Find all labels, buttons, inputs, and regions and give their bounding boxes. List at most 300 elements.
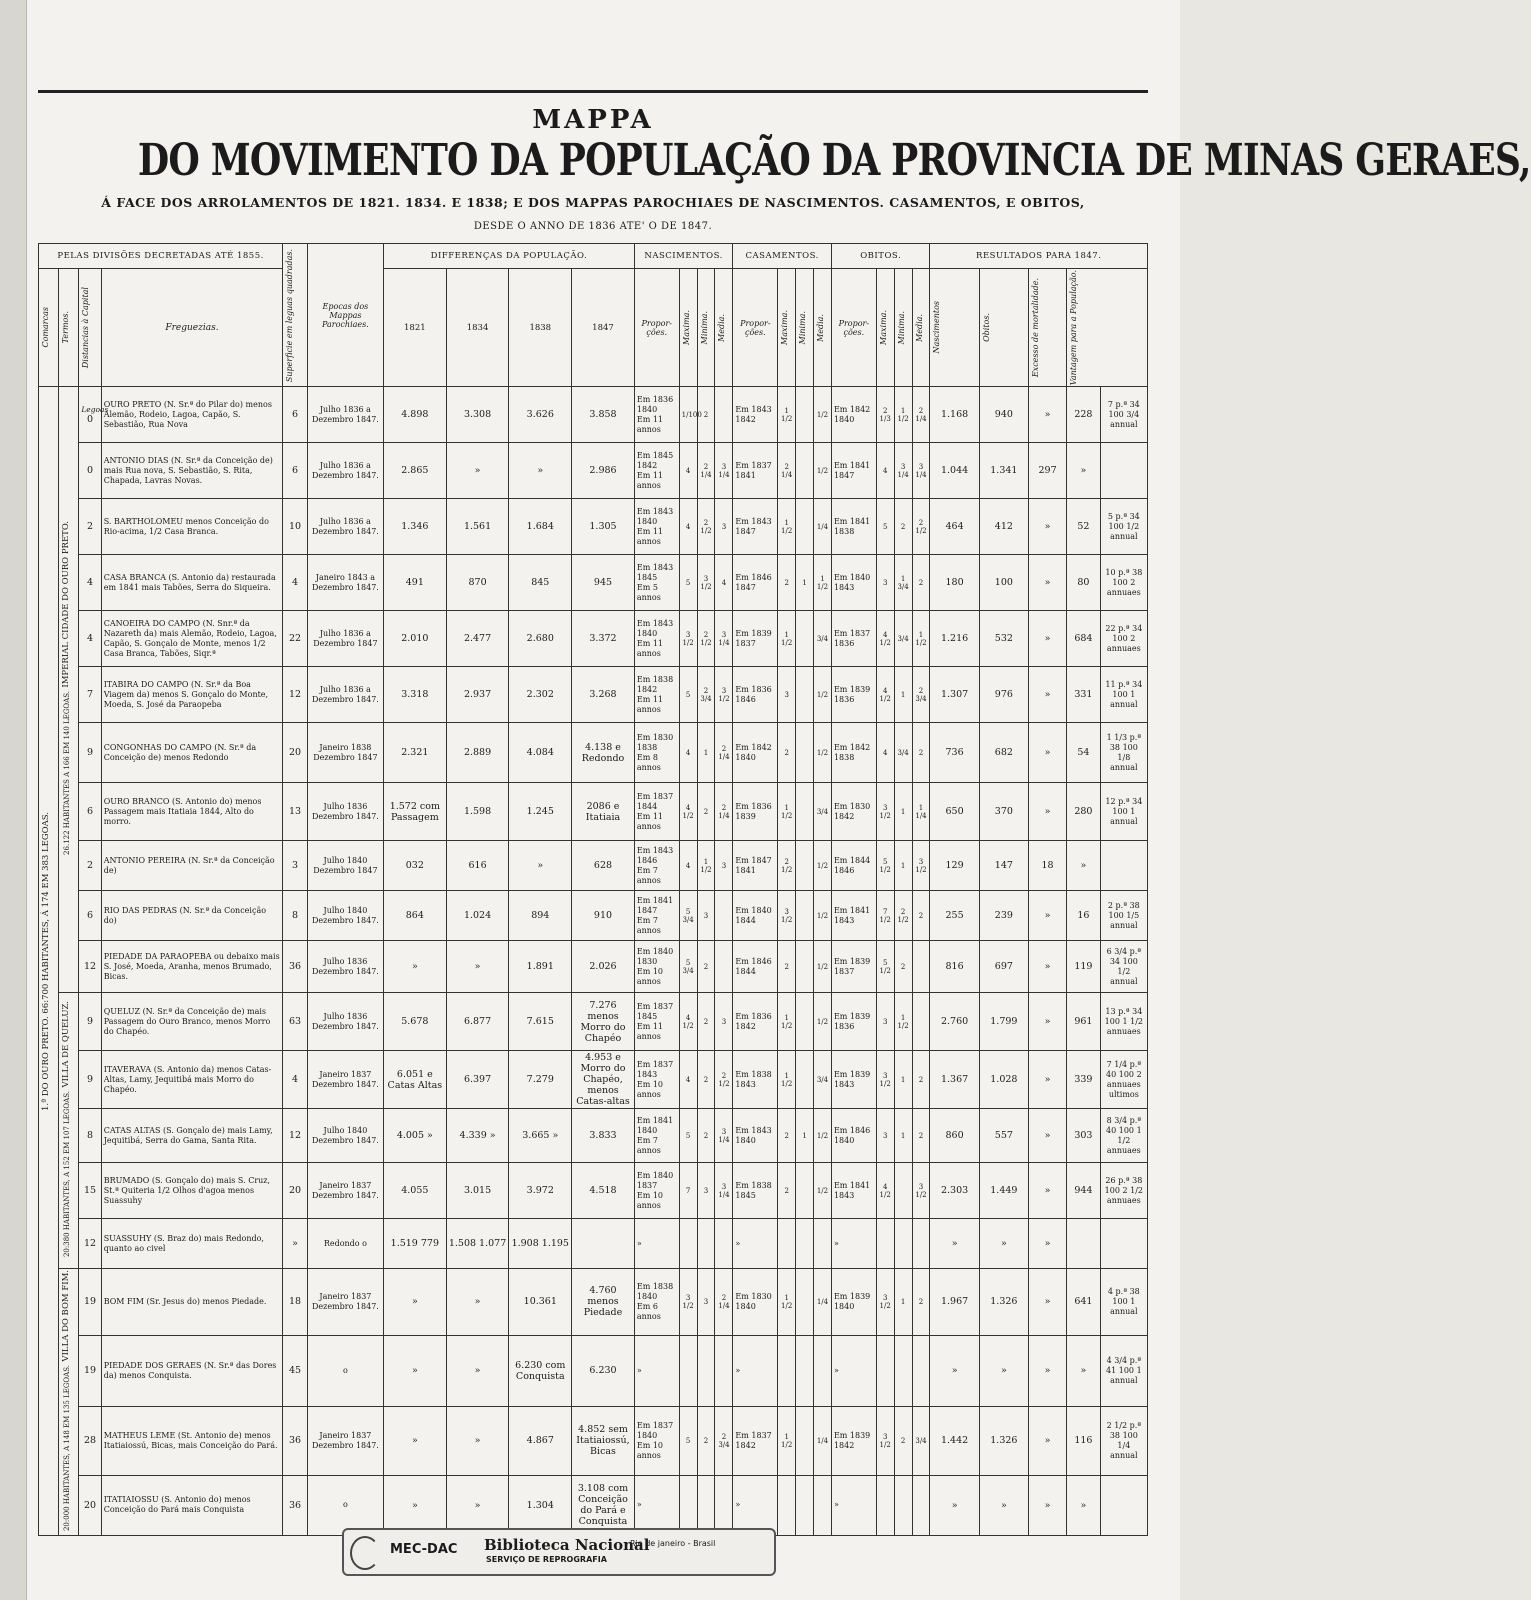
cell-n-med: 2 1/4	[715, 723, 733, 783]
cell-y1838: 1.908 1.195	[509, 1219, 572, 1269]
col-1838: 1838	[509, 269, 572, 387]
cell-dist: 6	[79, 783, 101, 841]
cell-o-max: 4	[876, 723, 894, 783]
cell-vtxt: 13 p.ª 34 100 1 1/2 annuaes	[1100, 993, 1147, 1051]
cell-obt: 1.799	[979, 993, 1028, 1051]
cell-o-min: 1	[894, 1269, 912, 1335]
table-row	[39, 387, 1148, 443]
cell-n-em: Em 1836 1840 Em 11 annos	[634, 387, 679, 443]
cell-c-max: 1 1/2	[778, 387, 796, 443]
cell-c-med: 1/2	[814, 941, 832, 993]
table-row	[39, 1406, 1148, 1475]
cell-n-max: 4	[679, 443, 697, 499]
col-c-proporcoes: Propor-ções.	[733, 269, 778, 387]
cell-o-max: 3 1/2	[876, 1051, 894, 1109]
termo-cell	[59, 1269, 79, 1536]
cell-epoca: Julho 1836 a Dezembro 1847.	[307, 667, 383, 723]
cell-n-min: 3	[697, 891, 715, 941]
cell-o-min: 2 1/2	[894, 891, 912, 941]
cell-vnum: »	[1067, 841, 1101, 891]
cell-y1838: 845	[509, 555, 572, 611]
cell-y1847: 2.986	[572, 443, 635, 499]
cell-c-max: 1 1/2	[778, 1406, 796, 1475]
cell-n-min	[697, 1219, 715, 1269]
cell-c-max	[778, 1335, 796, 1406]
col-superficie-label: Superficie em leguas quadradas.	[285, 248, 295, 382]
cell-obt: 557	[979, 1109, 1028, 1163]
cell-sup: 13	[283, 783, 308, 841]
cell-exc: 18	[1029, 841, 1067, 891]
cell-epoca: Julho 1836 Dezembro 1847.	[307, 941, 383, 993]
cell-sup: 36	[283, 1406, 308, 1475]
cell-vtxt: 2 p.ª 38 100 1/5 annual	[1100, 891, 1147, 941]
cell-obt: 1.341	[979, 443, 1028, 499]
cell-y1838: 1.304	[509, 1475, 572, 1535]
cell-n-min: 2	[697, 1406, 715, 1475]
cell-freg: PIEDADE DOS GERAES (N. Sr.ª das Dores da) menos Conquista.	[101, 1335, 282, 1406]
cell-sup: 20	[283, 723, 308, 783]
cell-y1834: 1.561	[446, 499, 509, 555]
cell-o-em: Em 1839 1836	[831, 667, 876, 723]
cell-n-max: 5	[679, 555, 697, 611]
cell-n-em: »	[634, 1335, 679, 1406]
cell-sup: 12	[283, 667, 308, 723]
cell-n-med: 3 1/4	[715, 443, 733, 499]
cell-exc: »	[1029, 555, 1067, 611]
table-row	[39, 1163, 1148, 1219]
cell-n-min: 2 1/2	[697, 611, 715, 667]
cell-c-med	[814, 1219, 832, 1269]
cell-exc: »	[1029, 1406, 1067, 1475]
cell-epoca: Janeiro 1838 Dezembro 1847	[307, 723, 383, 783]
cell-n-min: 2 1/4	[697, 443, 715, 499]
cell-vnum: 228	[1067, 387, 1101, 443]
col-o-minima	[894, 269, 912, 387]
cell-y1838: 1.245	[509, 783, 572, 841]
stamp-service: SERVIÇO DE REPROGRAFIA	[486, 1555, 607, 1564]
cell-nasc: 1.442	[930, 1406, 979, 1475]
cell-c-med: 1/2	[814, 1163, 832, 1219]
cell-o-min: 1 1/2	[894, 387, 912, 443]
cell-c-em: Em 1836 1846	[733, 667, 778, 723]
cell-y1834: 616	[446, 841, 509, 891]
cell-obt: 682	[979, 723, 1028, 783]
cell-y1838: 10.361	[509, 1269, 572, 1335]
stamp-place: Rio de janeiro - Brasil	[630, 1539, 716, 1548]
cell-y1847: 4.518	[572, 1163, 635, 1219]
table-row	[39, 499, 1148, 555]
termo-cell	[59, 387, 79, 993]
cell-y1847: 6.230	[572, 1335, 635, 1406]
cell-n-med: 3	[715, 499, 733, 555]
cell-sup: 63	[283, 993, 308, 1051]
termo-cell	[59, 993, 79, 1269]
cell-exc: »	[1029, 387, 1067, 443]
cell-nasc: 464	[930, 499, 979, 555]
cell-n-max: 4 1/2	[679, 993, 697, 1051]
cell-c-max: 1 1/2	[778, 611, 796, 667]
cell-exc: »	[1029, 667, 1067, 723]
cell-y1834: 1.508 1.077	[446, 1219, 509, 1269]
cell-sup: 18	[283, 1269, 308, 1335]
cell-c-min	[796, 1335, 814, 1406]
cell-y1834: 1.598	[446, 783, 509, 841]
cell-c-max: 2 1/4	[778, 443, 796, 499]
cell-y1838: 7.615	[509, 993, 572, 1051]
cell-vnum: 641	[1067, 1269, 1101, 1335]
cell-exc: »	[1029, 1109, 1067, 1163]
cell-o-min: 3/4	[894, 723, 912, 783]
cell-c-em: Em 1837 1842	[733, 1406, 778, 1475]
cell-sup: »	[283, 1219, 308, 1269]
cell-epoca: o	[307, 1475, 383, 1535]
cell-c-em: Em 1843 1847	[733, 499, 778, 555]
cell-o-med	[912, 1335, 930, 1406]
cell-nasc: 255	[930, 891, 979, 941]
table-row	[39, 1109, 1148, 1163]
cell-obt: »	[979, 1475, 1028, 1535]
col-o-proporcoes: Propor-ções.	[831, 269, 876, 387]
cell-freg: SUASSUHY (S. Braz do) mais Redondo, quanto ao civel	[101, 1219, 282, 1269]
cell-y1847: 2086 e Itatiaia	[572, 783, 635, 841]
cell-o-max: 4 1/2	[876, 1163, 894, 1219]
comarca-label: 1.ª DO OURO PRETO. 66:700 HABITANTES, Á 174 EM 383 LEGOAS.	[41, 811, 51, 1111]
col-excesso	[1029, 269, 1067, 387]
cell-c-max: 3 1/2	[778, 891, 796, 941]
cell-c-med: 1/2	[814, 993, 832, 1051]
legoas-label: Legoas	[81, 404, 109, 414]
cell-dist: 19	[79, 1335, 101, 1406]
cell-o-min	[894, 1475, 912, 1535]
cell-obt: 1.326	[979, 1406, 1028, 1475]
col-c-minima	[796, 269, 814, 387]
cell-c-med: 1/2	[814, 387, 832, 443]
cell-freg: CATAS ALTAS (S. Gonçalo de) mais Lamy, Jequitibá, Serra do Gama, Santa Rita.	[101, 1109, 282, 1163]
cell-freg: PIEDADE DA PARAOPEBA ou debaixo mais S. José, Moeda, Aranha, menos Brumado, Bicas.	[101, 941, 282, 993]
cell-dist: 9	[79, 993, 101, 1051]
dist-value: 0	[86, 413, 94, 425]
cell-y1847: 1.305	[572, 499, 635, 555]
cell-obt: 940	[979, 387, 1028, 443]
cell-y1838: 3.972	[509, 1163, 572, 1219]
cell-y1838: »	[509, 443, 572, 499]
cell-n-max: 5 3/4	[679, 941, 697, 993]
cell-n-min: 3	[697, 1269, 715, 1335]
cell-n-em: Em 1830 1838 Em 8 annos	[634, 723, 679, 783]
cell-freg: ITAVERAVA (S. Antonio da) menos Catas-Altas, Lamy, Jequitibá mais Morro do Chapéo.	[101, 1051, 282, 1109]
cell-y1834: »	[446, 1475, 509, 1535]
cell-c-med: 1/2	[814, 667, 832, 723]
cell-y1821: 2.321	[383, 723, 446, 783]
col-epocas: Epocas dos Mappas Parochiaes.	[307, 244, 383, 387]
cell-sup: 4	[283, 555, 308, 611]
cell-n-med: 3 1/4	[715, 1163, 733, 1219]
cell-exc: »	[1029, 723, 1067, 783]
table-body	[39, 387, 1148, 1536]
cell-o-min: 2	[894, 499, 912, 555]
cell-o-min	[894, 1219, 912, 1269]
cell-n-min: 2 3/4	[697, 667, 715, 723]
cell-dist: 8	[79, 1109, 101, 1163]
cell-c-max: 2	[778, 1109, 796, 1163]
cell-o-min: 1 3/4	[894, 555, 912, 611]
col-n-minima	[697, 269, 715, 387]
cell-y1821: 4.005 »	[383, 1109, 446, 1163]
cell-sup: 22	[283, 611, 308, 667]
cell-c-max: 1 1/2	[778, 499, 796, 555]
cell-o-em: Em 1839 1840	[831, 1269, 876, 1335]
cell-nasc: 2.760	[930, 993, 979, 1051]
cell-c-em: Em 1846 1844	[733, 941, 778, 993]
cell-dist: 9	[79, 1051, 101, 1109]
cell-c-em: »	[733, 1219, 778, 1269]
cell-vnum: »	[1067, 443, 1101, 499]
col-obitos	[979, 269, 1028, 387]
cell-n-max: 1/100	[679, 387, 697, 443]
cell-n-em: »	[634, 1475, 679, 1535]
col-obitos-label: Obitos.	[981, 313, 991, 343]
cell-epoca: Janeiro 1837 Dezembro 1847.	[307, 1269, 383, 1335]
cell-epoca: Janeiro 1837 Dezembro 1847.	[307, 1406, 383, 1475]
col-n-proporcoes: Propor-ções.	[634, 269, 679, 387]
cell-o-min	[894, 1335, 912, 1406]
cell-c-em: Em 1847 1841	[733, 841, 778, 891]
cell-n-em: Em 1843 1840 Em 11 annos	[634, 499, 679, 555]
col-excesso-label: Excesso de mortalidade.	[1031, 278, 1041, 378]
cell-c-em: »	[733, 1335, 778, 1406]
cell-dist: 9	[79, 723, 101, 783]
cell-c-med	[814, 1475, 832, 1535]
cell-o-max	[876, 1475, 894, 1535]
cell-o-max: 5 1/2	[876, 941, 894, 993]
table-row	[39, 667, 1148, 723]
cell-y1821: 2.010	[383, 611, 446, 667]
cell-freg: ANTONIO PEREIRA (N. Sr.ª da Conceição de)	[101, 841, 282, 891]
subtitle-period: DESDE O ANNO DE 1836 ATE' O DE 1847.	[473, 221, 713, 232]
cell-vnum: 54	[1067, 723, 1101, 783]
title-main: DO MOVIMENTO DA POPULAÇÃO DA PROVINCIA DE MINAS GERAES,	[137, 135, 1531, 186]
cell-n-med	[715, 1475, 733, 1535]
cell-epoca: Julho 1836 Dezembro 1847.	[307, 783, 383, 841]
cell-n-med	[715, 387, 733, 443]
cell-y1821: »	[383, 1475, 446, 1535]
cell-vtxt: 2 1/2 p.ª 38 100 1/4 annual	[1100, 1406, 1147, 1475]
cell-n-min: 3 1/2	[697, 555, 715, 611]
table-row	[39, 1335, 1148, 1406]
cell-obt: 1.028	[979, 1051, 1028, 1109]
cell-n-max	[679, 1475, 697, 1535]
binding-strip	[0, 0, 27, 1600]
cell-o-em: Em 1839 1842	[831, 1406, 876, 1475]
cell-vnum	[1067, 1219, 1101, 1269]
cell-n-min: 2 1/2	[697, 499, 715, 555]
cell-c-min	[796, 891, 814, 941]
cell-obt: 239	[979, 891, 1028, 941]
cell-dist: 4	[79, 611, 101, 667]
cell-nasc: 1.044	[930, 443, 979, 499]
cell-c-med: 3/4	[814, 1051, 832, 1109]
cell-o-med: 2	[912, 891, 930, 941]
cell-c-min	[796, 841, 814, 891]
cell-o-med	[912, 1219, 930, 1269]
cell-epoca: Julho 1836 Dezembro 1847.	[307, 993, 383, 1051]
termo-sub-label: 26.122 HABITANTES A 166 EM 140 LEGOAS.	[63, 691, 72, 855]
cell-obt: 532	[979, 611, 1028, 667]
cell-dist	[79, 387, 109, 443]
cell-c-em: Em 1837 1841	[733, 443, 778, 499]
cell-o-med	[912, 1475, 930, 1535]
cell-n-min: 2	[697, 1109, 715, 1163]
cell-o-med	[912, 993, 930, 1051]
cell-freg: CANOEIRA DO CAMPO (N. Snr.ª da Nazareth da) mais Alemão, Rodeio, Lagoa, Capão, S. Gonçalo de Monte, menos 1/2 Casa Branca, Tabões, Siqr.ª	[101, 611, 282, 667]
cell-o-max: 4 1/2	[876, 667, 894, 723]
cell-y1834: 4.339 »	[446, 1109, 509, 1163]
cell-y1838: 3.665 »	[509, 1109, 572, 1163]
cell-o-med: 3 1/2	[912, 1163, 930, 1219]
cell-n-max: 4	[679, 499, 697, 555]
cell-n-max: 5	[679, 667, 697, 723]
cell-o-max: 3 1/2	[876, 1269, 894, 1335]
cell-n-em: Em 1838 1840 Em 6 annos	[634, 1269, 679, 1335]
cell-n-em: Em 1843 1846 Em 7 annos	[634, 841, 679, 891]
group-obitos: OBITOS.	[831, 244, 930, 269]
cell-y1821: 6.051 e Catas Altas	[383, 1051, 446, 1109]
cell-vtxt: 7 p.ª 34 100 3/4 annual	[1100, 387, 1147, 443]
cell-exc: »	[1029, 1051, 1067, 1109]
cell-o-em: Em 1841 1843	[831, 1163, 876, 1219]
cell-exc: »	[1029, 941, 1067, 993]
cell-dist: 12	[79, 941, 101, 993]
col-distancias	[79, 269, 101, 387]
cell-n-min: 2	[697, 1051, 715, 1109]
cell-o-max: 2 1/3	[876, 387, 894, 443]
cell-exc: »	[1029, 783, 1067, 841]
cell-freg: ANTONIO DIAS (N. Sr.ª da Conceição de) mais Rua nova, S. Sebastião, S. Rita, Chapada, Lavras Novas.	[101, 443, 282, 499]
cell-o-em: Em 1837 1836	[831, 611, 876, 667]
cell-nasc: »	[930, 1219, 979, 1269]
cell-y1847: 3.268	[572, 667, 635, 723]
cell-y1847: 7.276 menos Morro do Chapéo	[572, 993, 635, 1051]
cell-vtxt: 26 p.ª 38 100 2 1/2 annuaes	[1100, 1163, 1147, 1219]
cell-y1838: 1.684	[509, 499, 572, 555]
cell-c-min	[796, 611, 814, 667]
cell-vtxt	[1100, 1475, 1147, 1535]
cell-c-em: Em 1830 1840	[733, 1269, 778, 1335]
cell-o-em: Em 1846 1840	[831, 1109, 876, 1163]
col-c-media	[814, 269, 832, 387]
cell-epoca: Julho 1836 a Dezembro 1847.	[307, 499, 383, 555]
library-stamp	[342, 1528, 776, 1576]
cell-vnum: 52	[1067, 499, 1101, 555]
cell-y1834: 3.308	[446, 387, 509, 443]
cell-c-max: 2	[778, 1163, 796, 1219]
cell-c-min	[796, 723, 814, 783]
cell-c-min	[796, 499, 814, 555]
cell-o-med: 2	[912, 1051, 930, 1109]
cell-y1838: 3.626	[509, 387, 572, 443]
cell-y1847: 945	[572, 555, 635, 611]
col-nascimentos	[930, 269, 979, 387]
cell-c-em: Em 1840 1844	[733, 891, 778, 941]
cell-dist: 20	[79, 1475, 101, 1535]
cell-o-max: 3 1/2	[876, 1406, 894, 1475]
cell-vtxt	[1100, 1219, 1147, 1269]
cell-n-em: Em 1840 1837 Em 10 annos	[634, 1163, 679, 1219]
cell-epoca: Janeiro 1837 Dezembro 1847.	[307, 1163, 383, 1219]
cell-c-em: Em 1836 1839	[733, 783, 778, 841]
cell-nasc: 860	[930, 1109, 979, 1163]
col-o-media-label: Media.	[914, 313, 924, 342]
cell-obt: 370	[979, 783, 1028, 841]
cell-c-em: Em 1836 1842	[733, 993, 778, 1051]
cell-o-em: Em 1840 1843	[831, 555, 876, 611]
cell-freg: ITABIRA DO CAMPO (N. Sr.ª da Boa Viagem da) menos S. Gonçalo do Monte, Moeda, S. José da Paraopeba	[101, 667, 282, 723]
cell-c-min	[796, 993, 814, 1051]
cell-y1821: »	[383, 1406, 446, 1475]
cell-n-em: Em 1837 1844 Em 11 annos	[634, 783, 679, 841]
cell-vtxt: 10 p.ª 38 100 2 annuaes	[1100, 555, 1147, 611]
cell-c-em: Em 1843 1842	[733, 387, 778, 443]
cell-sup: 36	[283, 1475, 308, 1535]
cell-y1838: 2.680	[509, 611, 572, 667]
cell-freg: BOM FIM (Sr. Jesus do) menos Piedade.	[101, 1269, 282, 1335]
cell-exc: »	[1029, 993, 1067, 1051]
col-1847: 1847	[572, 269, 635, 387]
col-comarcas-label: Comarcas	[41, 307, 50, 348]
cell-n-min: 3	[697, 1163, 715, 1219]
cell-dist: 2	[79, 499, 101, 555]
cell-epoca: Redondo o	[307, 1219, 383, 1269]
cell-n-med: 2 3/4	[715, 1406, 733, 1475]
group-casamentos: CASAMENTOS.	[733, 244, 832, 269]
cell-n-min: 1 1/2	[697, 841, 715, 891]
cell-y1834: »	[446, 941, 509, 993]
cell-o-min: 2	[894, 941, 912, 993]
cell-o-max: 4 1/2	[876, 611, 894, 667]
cell-obt: 1.326	[979, 1269, 1028, 1335]
cell-vtxt: 1 1/3 p.ª 38 100 1/8 annual	[1100, 723, 1147, 783]
cell-o-med	[912, 941, 930, 993]
cell-nasc: »	[930, 1475, 979, 1535]
group-divisoes: PELAS DIVISÕES DECRETADAS ATÉ 1855.	[39, 244, 283, 269]
cell-y1834: »	[446, 1269, 509, 1335]
cell-y1847	[572, 1219, 635, 1269]
cell-y1838: »	[509, 841, 572, 891]
cell-o-min: 1	[894, 841, 912, 891]
group-differencas: DIFFERENÇAS DA POPULAÇÃO.	[383, 244, 634, 269]
cell-epoca: Julho 1836 a Dezembro 1847.	[307, 443, 383, 499]
cell-sup: 8	[283, 891, 308, 941]
cell-vtxt: 4 3/4 p.ª 41 100 1 annual	[1100, 1335, 1147, 1406]
cell-dist: 12	[79, 1219, 101, 1269]
cell-nasc: 1.367	[930, 1051, 979, 1109]
cell-n-max: 3 1/2	[679, 1269, 697, 1335]
cell-o-med: 3/4	[912, 1406, 930, 1475]
cell-y1834: »	[446, 1406, 509, 1475]
cell-o-med: 2	[912, 1269, 930, 1335]
cell-freg: CASA BRANCA (S. Antonio da) restaurada em 1841 mais Tabões, Serra do Siqueira.	[101, 555, 282, 611]
cell-nasc: 736	[930, 723, 979, 783]
cell-o-em: »	[831, 1335, 876, 1406]
cell-y1834: 3.015	[446, 1163, 509, 1219]
cell-epoca: Julho 1840 Dezembro 1847.	[307, 891, 383, 941]
cell-c-min: 1	[796, 555, 814, 611]
table-row	[39, 1219, 1148, 1269]
cell-nasc: 1.307	[930, 667, 979, 723]
cell-c-max: 1 1/2	[778, 1051, 796, 1109]
cell-vtxt: 8 3/4 p.ª 40 100 1 1/2 annuaes	[1100, 1109, 1147, 1163]
cell-n-med: 2 1/2	[715, 1051, 733, 1109]
